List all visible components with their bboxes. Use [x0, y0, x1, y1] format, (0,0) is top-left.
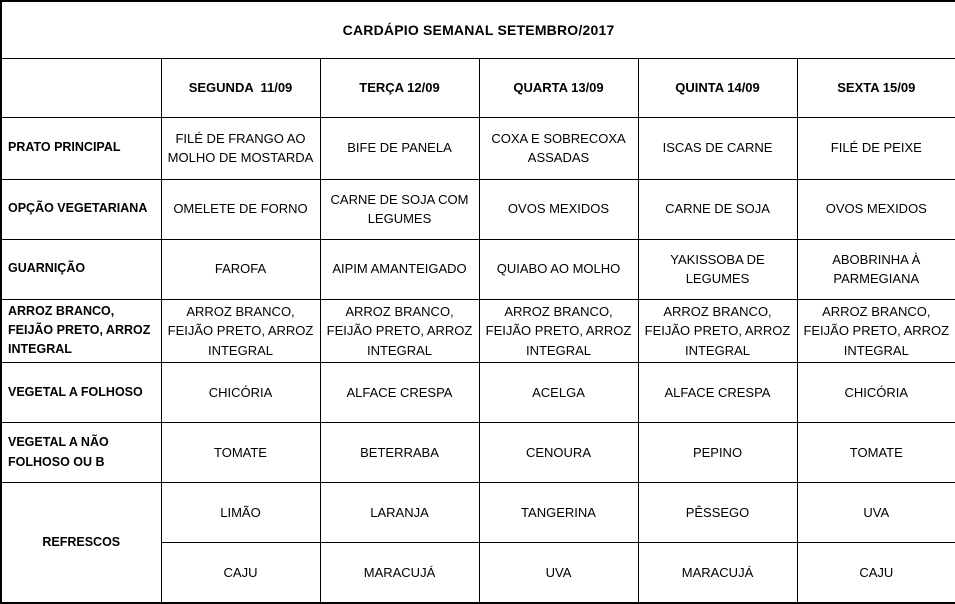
row-label: GUARNIÇÃO	[1, 239, 161, 299]
menu-cell: TOMATE	[797, 423, 955, 483]
menu-cell: CENOURA	[479, 423, 638, 483]
menu-cell: YAKISSOBA DE LEGUMES	[638, 239, 797, 299]
menu-cell: TANGERINA	[479, 483, 638, 543]
menu-cell: MARACUJÁ	[320, 543, 479, 603]
table-row-guarnicao	[1, 239, 955, 299]
menu-cell: UVA	[479, 543, 638, 603]
day-header-wednesday: QUARTA 13/09	[479, 58, 638, 117]
menu-cell: QUIABO AO MOLHO	[479, 239, 638, 299]
table-row-opcao-vegetariana	[1, 179, 955, 239]
row-label: OPÇÃO VEGETARIANA	[1, 179, 161, 239]
row-label-refrescos: REFRESCOS	[1, 483, 161, 603]
menu-cell: FILÉ DE PEIXE	[797, 117, 955, 179]
table-row-refrescos-1	[1, 483, 955, 543]
menu-cell: LIMÃO	[161, 483, 320, 543]
menu-cell: ARROZ BRANCO, FEIJÃO PRETO, ARROZ INTEGRAL	[161, 299, 320, 363]
title-row	[1, 1, 955, 58]
menu-cell: ALFACE CRESPA	[320, 363, 479, 423]
row-label: VEGETAL A FOLHOSO	[1, 363, 161, 423]
corner-cell	[1, 58, 161, 117]
menu-cell: UVA	[797, 483, 955, 543]
table-row-arroz-feijao	[1, 299, 955, 363]
menu-cell: FILÉ DE FRANGO AO MOLHO DE MOSTARDA	[161, 117, 320, 179]
menu-cell: CARNE DE SOJA COM LEGUMES	[320, 179, 479, 239]
menu-cell: PEPINO	[638, 423, 797, 483]
menu-cell: AIPIM AMANTEIGADO	[320, 239, 479, 299]
page-title: CARDÁPIO SEMANAL SETEMBRO/2017	[1, 1, 955, 58]
day-header-tuesday: TERÇA 12/09	[320, 58, 479, 117]
menu-cell: OVOS MEXIDOS	[479, 179, 638, 239]
row-label: VEGETAL A NÃO FOLHOSO OU B	[1, 423, 161, 483]
menu-cell: CHICÓRIA	[797, 363, 955, 423]
menu-cell: TOMATE	[161, 423, 320, 483]
row-label: PRATO PRINCIPAL	[1, 117, 161, 179]
menu-cell: FAROFA	[161, 239, 320, 299]
table-row-vegetal-nao-folhoso	[1, 423, 955, 483]
menu-cell: OVOS MEXIDOS	[797, 179, 955, 239]
day-header-friday: SEXTA 15/09	[797, 58, 955, 117]
menu-cell: ACELGA	[479, 363, 638, 423]
table-row-prato-principal	[1, 117, 955, 179]
header-row	[1, 58, 955, 117]
menu-cell: ARROZ BRANCO, FEIJÃO PRETO, ARROZ INTEGRAL	[479, 299, 638, 363]
menu-cell: CAJU	[161, 543, 320, 603]
menu-cell: CARNE DE SOJA	[638, 179, 797, 239]
menu-cell: MARACUJÁ	[638, 543, 797, 603]
menu-cell: COXA E SOBRECOXA ASSADAS	[479, 117, 638, 179]
menu-cell: ABOBRINHA À PARMEGIANA	[797, 239, 955, 299]
menu-cell: BIFE DE PANELA	[320, 117, 479, 179]
menu-cell: ARROZ BRANCO, FEIJÃO PRETO, ARROZ INTEGRAL	[638, 299, 797, 363]
table-row-vegetal-folhoso	[1, 363, 955, 423]
menu-cell: ALFACE CRESPA	[638, 363, 797, 423]
menu-cell: ARROZ BRANCO, FEIJÃO PRETO, ARROZ INTEGRAL	[797, 299, 955, 363]
day-header-thursday: QUINTA 14/09	[638, 58, 797, 117]
menu-cell: CAJU	[797, 543, 955, 603]
menu-cell: BETERRABA	[320, 423, 479, 483]
menu-cell: ISCAS DE CARNE	[638, 117, 797, 179]
menu-cell: PÊSSEGO	[638, 483, 797, 543]
menu-cell: ARROZ BRANCO, FEIJÃO PRETO, ARROZ INTEGRAL	[320, 299, 479, 363]
row-label: ARROZ BRANCO, FEIJÃO PRETO, ARROZ INTEGRAL	[1, 299, 161, 363]
day-header-monday: SEGUNDA 11/09	[161, 58, 320, 117]
menu-cell: OMELETE DE FORNO	[161, 179, 320, 239]
menu-cell: LARANJA	[320, 483, 479, 543]
menu-cell: CHICÓRIA	[161, 363, 320, 423]
